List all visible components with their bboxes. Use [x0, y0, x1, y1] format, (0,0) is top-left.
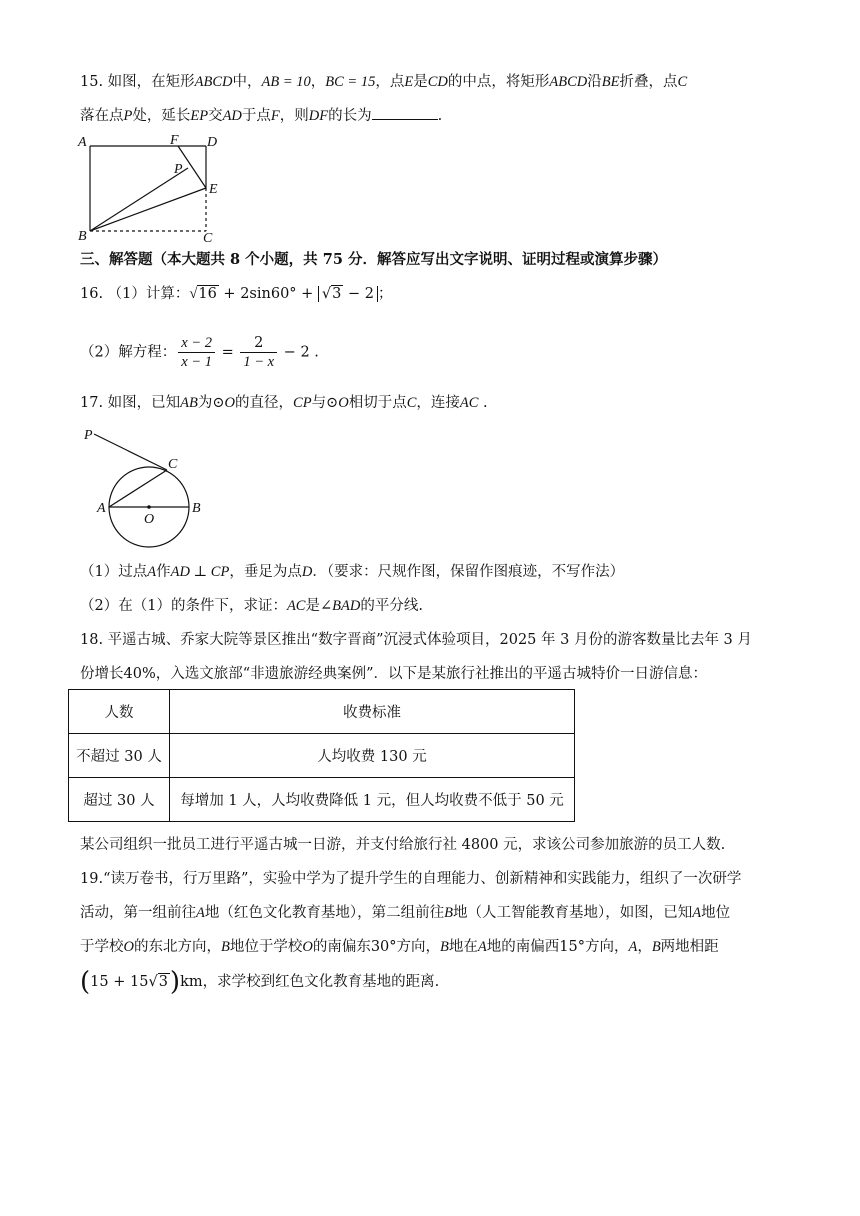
label-b: B [192, 501, 201, 516]
section-title: 三、解答题（本大题共 8 个小题，共 75 分．解答应写出文字说明、证明过程或演算步骤） [80, 251, 667, 268]
fee-table [68, 689, 575, 822]
table-cell: 人均收费 130 元 [170, 734, 575, 778]
label-p: P [84, 428, 93, 443]
q19-line-2: 活动，第一组前往A地（红色文化教育基地），第二组前往B地（人工智能教育基地），如图，已知A地位 [80, 905, 731, 921]
q16-part-2: （2）解方程： $\frac{x - 2}{x - 1}$ = $\frac{2}{1 - x}$ − 2 . [80, 335, 319, 370]
table-header-row [69, 690, 575, 734]
q19-line-1: 19.“读万卷书，行万里路”，实验中学为了提升学生的自理能力、创新精神和实践能力，组织了一次研学 [80, 871, 742, 887]
label-b: B [78, 229, 87, 244]
q18-line-3: 某公司组织一批员工进行平遥古城一日游，并支付给旅行社 4800 元，求该公司参加旅游的员工人数. [80, 837, 726, 853]
tangent-cp [94, 434, 167, 470]
table-cell: 不超过 30 人 [69, 734, 170, 778]
q19-line-4: (15 + 15√3)km，求学校到红色文化教育基地的距离. [80, 967, 440, 997]
label-o: O [144, 512, 155, 527]
q15-figure [76, 132, 236, 244]
q17-part-2: （2）在（1）的条件下，求证：AC是∠BAD的平分线. [80, 598, 423, 614]
answer-blank[interactable] [372, 119, 438, 120]
label-a: A [97, 501, 106, 516]
q18-line-1: 18. 平遥古城、乔家大院等景区推出“数字晋商”沉浸式体验项目，2025 年 3 月份的游客数量比去年 3 月 [80, 632, 752, 648]
label-a: A [78, 135, 87, 150]
q15-line-1: 15. 如图，在矩形ABCD中，AB = 10，BC = 15，点E是CD的中点，将矩形ABCD沿BE折叠，点C [80, 74, 688, 90]
table-cell: 每增加 1 人，人均收费降低 1 元，但人均收费不低于 50 元 [170, 778, 575, 822]
table-row [69, 778, 575, 822]
table-header: 收费标准 [170, 690, 575, 734]
q18-line-2: 份增长40%，入选文旅部“非遗旅游经典案例”．以下是某旅行社推出的平遥古城特价一日游信息： [80, 666, 708, 682]
q16-part-1: 16. （1）计算：√16 + 2sin60° + √3 − 2 ； [80, 286, 393, 302]
label-f: F [170, 133, 179, 148]
q17-line-1: 17. 如图，已知AB为⊙O的直径，CP与⊙O相切于点C，连接AC . [80, 395, 488, 411]
q17-part-1: （1）过点A作AD ⊥ CP，垂足为点D．（要求：尺规作图，保留作图痕迹，不写作法） [80, 564, 625, 580]
table-row [69, 734, 575, 778]
label-e: E [209, 182, 218, 197]
label-p: P [174, 162, 183, 177]
table-header: 人数 [69, 690, 170, 734]
table-cell: 超过 30 人 [69, 778, 170, 822]
fraction-1: $\frac{x - 2}{x - 1}$ [178, 334, 215, 371]
q17-figure [80, 424, 220, 554]
label-c: C [168, 457, 178, 472]
q19-line-3: 于学校O的东北方向，B地位于学校O的南偏东30°方向，B地在A地的南偏西15°方向，A，B两地相距 [80, 939, 719, 955]
fraction-2: $\frac{2}{1 - x}$ [240, 334, 277, 371]
center-point [147, 505, 151, 509]
label-c: C [203, 231, 213, 246]
chord-ac [109, 470, 167, 507]
label-d: D [207, 135, 218, 150]
q15-line-2: 落在点P处，延长EP交AD于点F，则DF的长为 . [80, 108, 443, 124]
segment-be [90, 188, 206, 231]
